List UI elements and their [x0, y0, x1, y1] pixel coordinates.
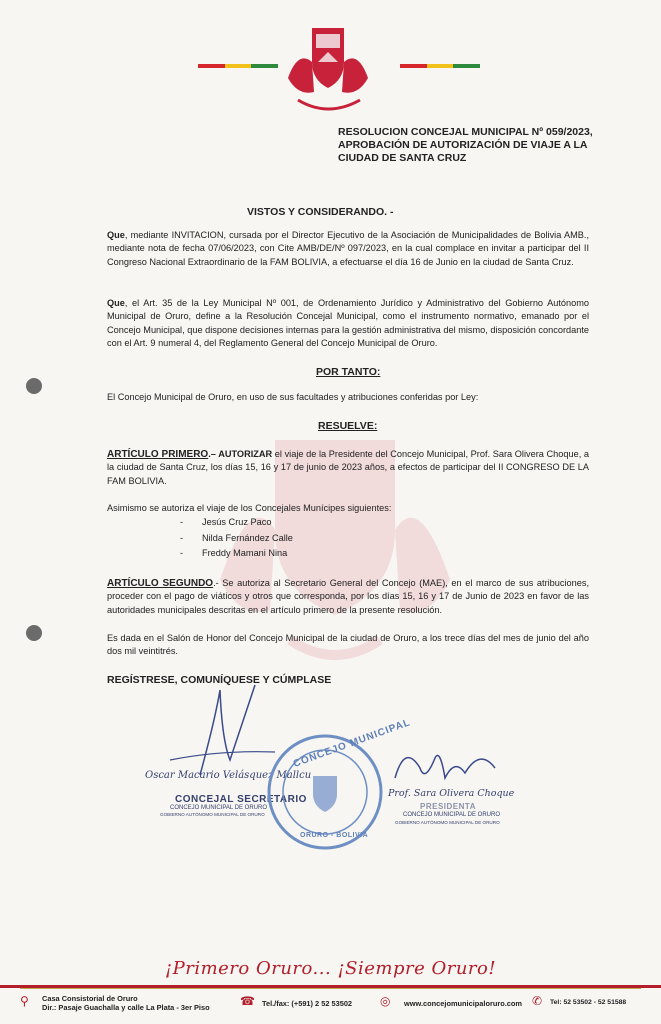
footer-slogan: ¡Primero Oruro... ¡Siempre Oruro! — [164, 958, 497, 979]
fax-icon: ☎ — [240, 994, 255, 1008]
left-signer-government: GOBIERNO AUTÓNOMO MUNICIPAL DE ORURO — [160, 812, 265, 817]
article-two-label: ARTÍCULO SEGUNDO — [107, 578, 214, 589]
resolution-title: RESOLUCION CONCEJAL MUNICIPAL Nº 059/2023, APROBACIÓN DE AUTORIZACIÓN DE VIAJE A LA CIUDAD DE SANTA CRUZ — [338, 126, 593, 164]
por-tanto-text: El Concejo Municipal de Oruro, en uso de sus facultades y atribuciones conferidas por Ley: — [107, 392, 479, 402]
left-signer-name: Oscar Macario Velásquez Mallcu — [145, 770, 312, 781]
globe-icon: ◎ — [380, 994, 391, 1008]
phone-icon: ✆ — [532, 994, 543, 1008]
location-pin-icon: ⚲ — [20, 994, 29, 1008]
punch-hole-top — [26, 378, 42, 394]
que-label: Que — [107, 298, 125, 308]
right-signer-institution: CONCEJO MUNICIPAL DE ORURO — [403, 812, 501, 818]
seal-top-text: CONCEJO MUNICIPAL — [291, 717, 413, 770]
also-authorized-text: Asimismo se autoriza el viaje de los Concejales Munícipes siguientes: — [107, 503, 392, 513]
vistos-paragraph-1 — [107, 229, 589, 269]
seal-bottom-text: ORURO - BOLIVIA — [300, 832, 369, 839]
council-logo — [268, 22, 388, 130]
right-signer-name: Prof. Sara Olivera Choque — [388, 788, 515, 799]
closing-statement: REGÍSTRESE, COMUNÍQUESE Y CÚMPLASE — [107, 674, 332, 686]
list-item: - Nilda Fernández Calle — [180, 532, 293, 543]
article-two-text: .- Se autoriza al Secretario General del Concejo (MAE), en el marco de sus atribuciones, proceder con el pago de viáticos y otros que corresponda, por los días 15, 16 y 17 de Junio de 2023 en favor de las autoridades municipales descritas en el artículo primero de la presente resolución. — [107, 578, 590, 615]
vistos-paragraph-2 — [107, 297, 589, 350]
punch-hole-bottom — [26, 625, 42, 641]
list-item: - Freddy Mamani Nina — [180, 548, 288, 558]
footer-divider-gold — [20, 988, 641, 989]
list-item: - Jesús Cruz Paco — [180, 517, 272, 527]
paragraph-text: , el Art. 35 de la Ley Municipal Nº 001, de Ordenamiento Jurídico y Administrativo del Gobierno Autónomo Municipal de Oruro, define a la Resolución Concejal Municipal, como el instrumento normativo, emanado por el Concejo Municipal, que dispone decisiones internas para la gestión administrativa del mismo, disposición concordante con el Art. 9 numeral 4, del Reglamento General del Concejo Municipal de Oruro. — [107, 298, 589, 348]
que-label: Que — [107, 230, 125, 240]
paragraph-text: , mediante INVITACION, cursada por el Director Ejecutivo de la Asociación de Municipalidades de Bolivia AMB., mediante nota de fecha 07/06/2023, con Cite AMB/DE/Nº 097/2023, en la cual complace en invitar a participar del II Congreso Nacional Extraordinario de la FAM BOLIVIA, a efectuarse el día 16 de Junio en la ciudad de Santa Cruz. — [107, 230, 589, 267]
article-one-label: ARTÍCULO PRIMERO — [107, 449, 209, 460]
right-signer-government: GOBIERNO AUTÓNOMO MUNICIPAL DE ORURO — [395, 820, 500, 825]
article-one-text: el viaje de la Presidente del Concejo Municipal, Prof. Sara Olivera Choque, a la ciudad de Santa Cruz, los días 15, 16 y 17 de junio de 2023 años, a efectos de participar del II CONGRESO DE LA FAM BOLIVIA. — [107, 449, 590, 486]
left-signature-scribble — [160, 680, 280, 780]
footer-address-title: Casa Consistorial de Oruro — [42, 994, 138, 1003]
given-text: Es dada en el Salón de Honor del Concejo Municipal de la ciudad de Oruro, a los trece días del mes de junio del año dos mil veintitrés. — [107, 633, 589, 657]
flag-stripe-right — [400, 64, 480, 68]
flag-stripe-left — [198, 64, 278, 68]
footer-website[interactable]: www.concejomunicipaloruro.com — [404, 999, 522, 1008]
article-one — [107, 448, 589, 488]
footer-tel: Tel: 52 53502 - 52 51588 — [550, 999, 627, 1006]
article-one-separator: .– — [208, 449, 219, 459]
members-list — [180, 515, 293, 562]
left-signer-title: CONCEJAL SECRETARIO — [175, 794, 307, 805]
member-name: Freddy Mamani Nina — [202, 548, 288, 558]
article-two — [107, 577, 589, 617]
footer-address: Dir.: Pasaje Guachalla y calle La Plata - 3er Piso — [42, 1003, 210, 1012]
footer-phone: Tel./fax: (+591) 2 52 53502 — [262, 999, 353, 1008]
vistos-heading: VISTOS Y CONSIDERANDO. - — [247, 206, 394, 218]
left-signer-institution: CONCEJO MUNICIPAL DE ORURO — [170, 805, 268, 811]
por-tanto-heading: POR TANTO: — [316, 366, 381, 378]
article-one-verb: AUTORIZAR — [218, 449, 273, 459]
member-name: Nilda Fernández Calle — [202, 532, 293, 543]
right-signer-title: PRESIDENTA — [420, 802, 476, 811]
member-name: Jesús Cruz Paco — [202, 517, 272, 527]
resuelve-heading: RESUELVE: — [318, 420, 378, 432]
